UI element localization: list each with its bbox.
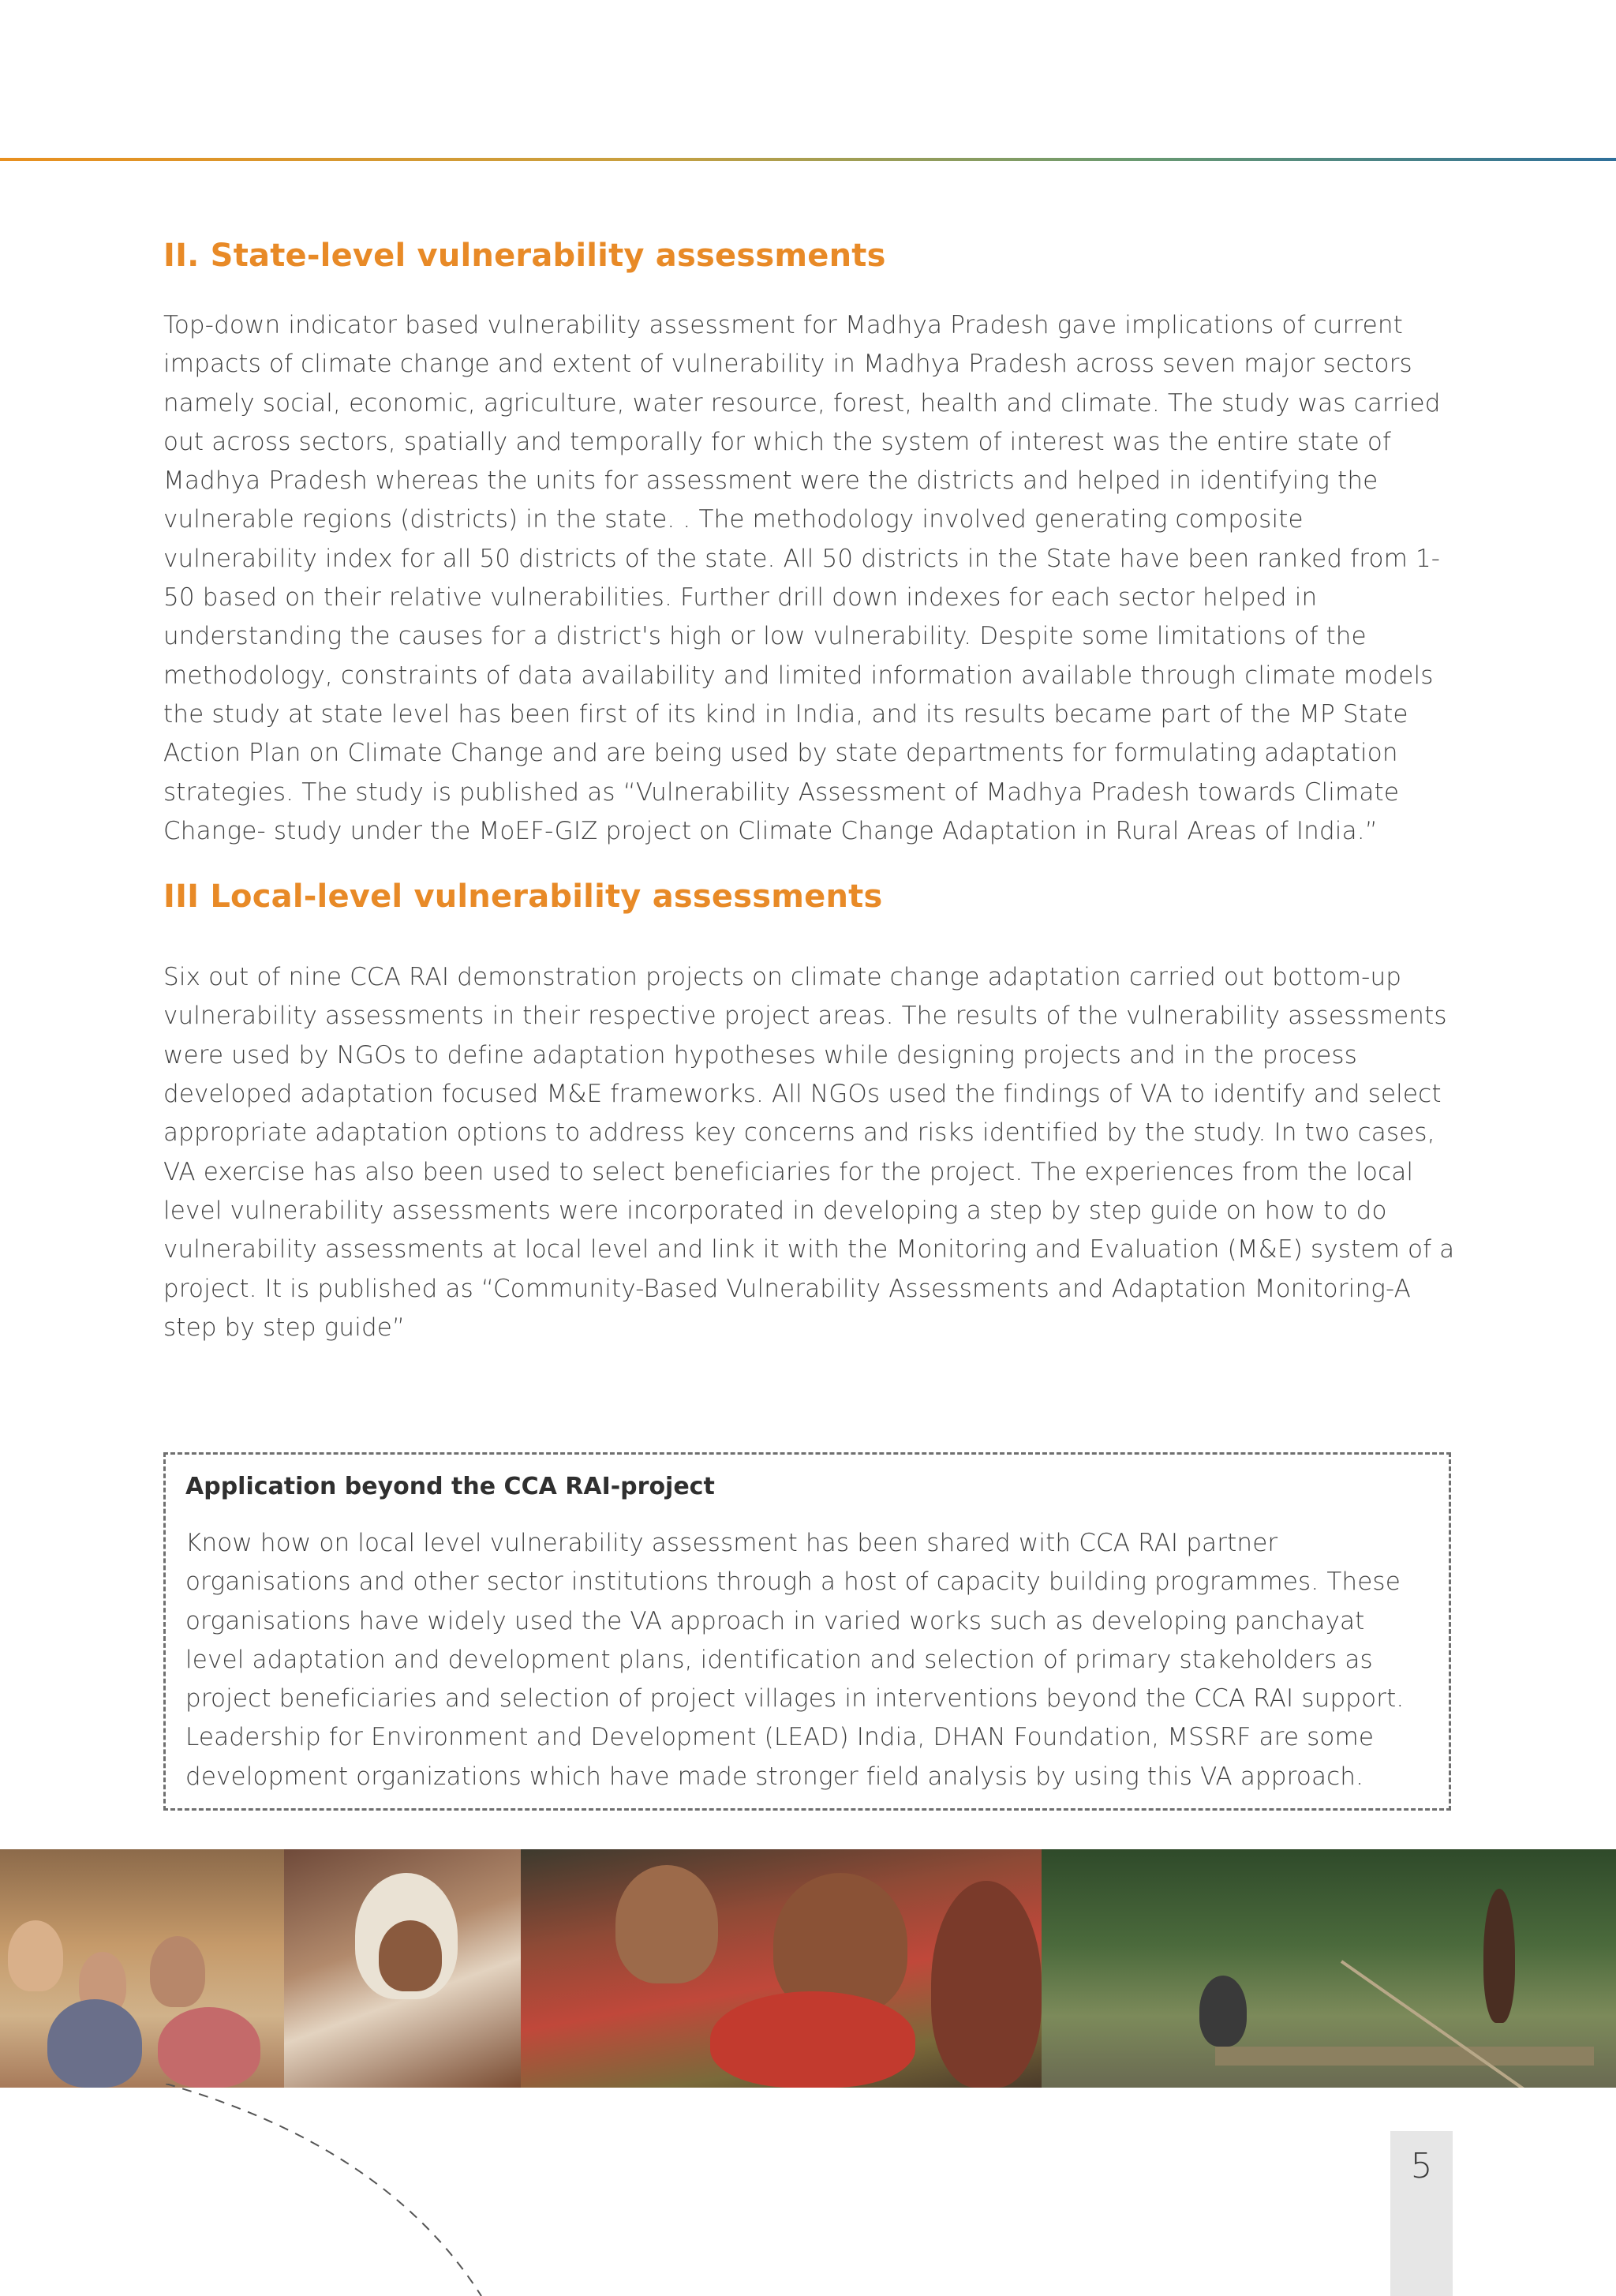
person-figure [150,1936,205,2007]
section-body-local-level: Six out of nine CCA RAI demonstration projects on climate change adaptation carried out bottom-up vulnerability assessments in their respective project areas. The results of the vulnerability assessments were used by NGOs to define adaptation hypotheses while designing projects and in the process developed adaptation focused M&E frameworks. All NGOs used the findings of VA to identify and select appropriate adaptation options to address key concerns and risks identified by the study. In two cases, VA exercise has also been used to select beneficiaries for the project. The experiences from the local level vulnerability assessments were incorporated in developing a step by step guide on how to do vulnerability assessments at local level and link it with the Monitoring and Evaluation (M&E) system of a project. It is published as “Community-Based Vulnerability Assessments and Adaptation Monitoring-A step by step guide” [163,963,1455,1342]
section-heading-local-level: III Local-level vulnerability assessments [163,878,883,916]
boatman-figure [1483,1889,1515,2023]
callout-box [163,1452,1451,1811]
page-number-box [1390,2131,1453,2296]
face-figure [615,1865,718,1983]
page-number: 5 [1410,2146,1433,2186]
photo-strip [0,1849,1616,2088]
face-figure [379,1920,442,1991]
seated-person-figure [1199,1976,1247,2047]
person-figure [8,1920,63,1991]
group-photo-image [0,1849,284,2088]
women-group-image [521,1849,1042,2088]
saree-figure [931,1881,1042,2088]
main-content [163,237,1457,1347]
boatman-raft-image [1042,1849,1616,2088]
header-color-rule [0,158,1616,161]
person-figure [158,2007,260,2088]
raft-shape [1215,2047,1594,2066]
callout-body: Know how on local level vulnerability assessment has been shared with CCA RAI partner organisations and other sector institutions through a host of capacity building programmes. These organisations have widely used the VA approach in varied works such as developing panchayat level adaptation and development plans, identification and selection of primary stakeholders as project beneficiaries and selection of project villages in interventions beyond the CCA RAI support. Leadership for Environment and Development (LEAD) India, DHAN Foundation, MSSRF are some development organizations which have made stronger field analysis by using this VA approach. [185,1529,1405,1791]
saree-figure [710,1991,915,2088]
section-heading-state-level: II. State-level vulnerability assessments [163,238,886,274]
section-body-state-level: Top-down indicator based vulnerability assessment for Madhya Pradesh gave implications of current impacts of climate change and extent of vulnerability in Madhya Pradesh across seven major sectors namely social, economic, agriculture, water resource, forest, health and climate. The study was carried out across sectors, spatially and temporally for which the system of interest was the entire state of Madhya Pradesh whereas the units for assessment were the districts and helped in identifying the vulnerable regions (districts) in the state. . The methodology involved generating composite vulnerability index for all 50 districts of the state. All 50 districts in the State have been ranked from 1-50 based on their relative vulnerabilities. Further drill down indexes for each sector helped in understanding the causes for a district's high or low vulnerability. Despite some limitations of the methodology, constraints of data availability and limited information available through climate models the study at state level has been first of its kind in India, and its results became part of the MP State Action Plan on Climate Change and are being used by state departments for formulating adaptation strategies. The study is published as “Vulnerability Assessment of Madhya Pradesh towards Climate Change- study under the MoEF-GIZ project on Climate Change Adaptation in Rural Areas of India.” [163,311,1441,845]
women-portrait-image [284,1849,521,2088]
decorative-dashed-curve [166,2084,497,2296]
pole-shape [1341,1960,1601,2088]
callout-title: Application beyond the CCA RAI-project [185,1473,715,1500]
person-figure [47,1999,142,2088]
